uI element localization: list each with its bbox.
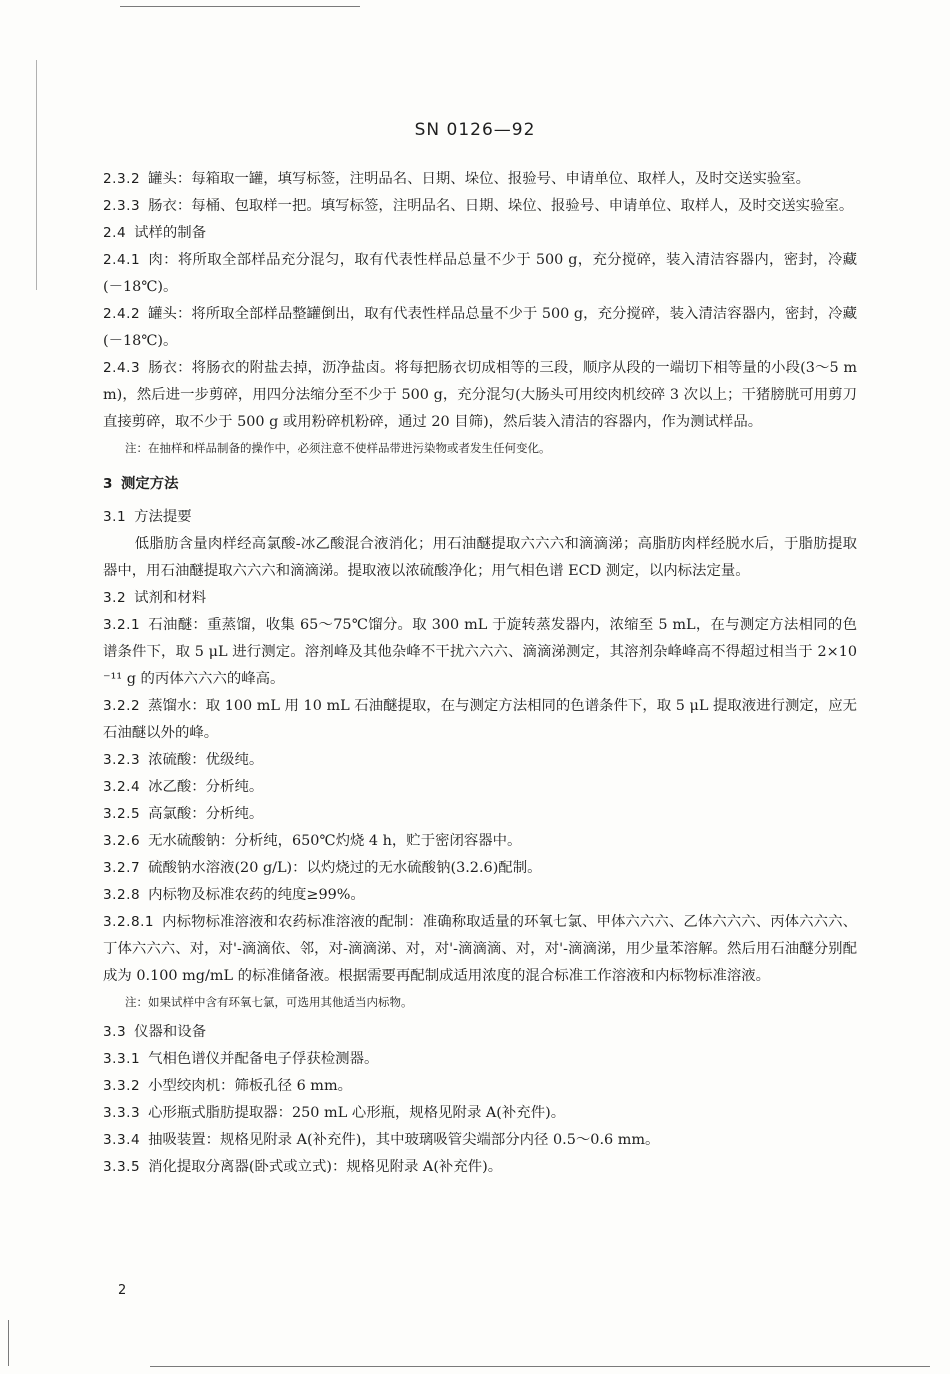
- clause-text: 注：如果试样中含有环氧七氯，可选用其他适当内标物。: [125, 995, 413, 1009]
- clause-number: 3.2.2: [103, 698, 141, 714]
- body-paragraph: [103, 247, 857, 301]
- standard-code-header: SN 0126—92: [414, 120, 536, 140]
- clause-text: 冰乙酸：分析纯。: [148, 779, 264, 795]
- body-paragraph: [103, 801, 857, 828]
- clause-number: 3.3.2: [103, 1078, 141, 1094]
- clause-number: 3.1: [103, 509, 127, 525]
- subsection-heading: [103, 504, 857, 531]
- body-paragraph: [103, 882, 857, 909]
- clause-number: 2.4.2: [103, 306, 141, 322]
- body-paragraph: [103, 828, 857, 855]
- clause-number: 3.3: [103, 1024, 127, 1040]
- clause-text: 内标物标准溶液和农药标准溶液的配制：准确称取适量的环氧七氯、甲体六六六、乙体六六六、丙体六六六、丁体六六六、对，对'-滴滴依、邻，对-滴滴涕、对，对'-滴滴滴、对，对'-滴滴涕，用少量苯溶解。然后用石油醚分别配成为 0.100 mg/mL 的标准储备液。根据需要再配制成适用浓度的混合标准工作溶液和内标物标准溶液。: [103, 914, 857, 984]
- body-paragraph: [103, 1073, 857, 1100]
- body-paragraph: [103, 909, 857, 990]
- clause-text: 高氯酸：分析纯。: [148, 806, 264, 822]
- section-heading: [103, 471, 857, 498]
- clause-number: 3.2.6: [103, 833, 141, 849]
- subsection-heading: [103, 220, 857, 247]
- body-paragraph: [103, 355, 857, 436]
- scan-edge-left: [36, 60, 37, 290]
- body-paragraph: [103, 166, 857, 193]
- clause-text: 蒸馏水：取 100 mL 用 10 mL 石油醚提取，在与测定方法相同的色谱条件下，取 5 μL 提取液进行测定，应无石油醚以外的峰。: [103, 698, 857, 741]
- body-paragraph: [103, 1154, 857, 1181]
- clause-number: 2.4: [103, 225, 127, 241]
- body-paragraph: [103, 301, 857, 355]
- clause-number: 2.4.3: [103, 360, 141, 376]
- clause-text: 心形瓶式脂肪提取器：250 mL 心形瓶，规格见附录 A(补充件)。: [148, 1105, 566, 1121]
- scan-edge-corner: [8, 1320, 9, 1366]
- body-paragraph: [103, 1100, 857, 1127]
- body-paragraph: [103, 1127, 857, 1154]
- clause-number: 3.2.8.1: [103, 914, 155, 930]
- clause-text: 注：在抽样和样品制备的操作中，必须注意不使样品带进污染物或者发生任何变化。: [125, 441, 551, 455]
- clause-text: 肉：将所取全部样品充分混匀，取有代表性样品总量不少于 500 g，充分搅碎，装入清洁容器内，密封，冷藏(－18℃)。: [103, 252, 857, 295]
- scan-edge-bottom: [150, 1366, 930, 1367]
- body-paragraph: [103, 693, 857, 747]
- body-paragraph: [103, 531, 857, 585]
- clause-text: 仪器和设备: [134, 1024, 207, 1040]
- clause-number: 3.2.1: [103, 617, 141, 633]
- clause-number: 2.4.1: [103, 252, 141, 268]
- clause-number: 3.2.5: [103, 806, 141, 822]
- clause-text: 测定方法: [120, 476, 179, 492]
- clause-text: 试样的制备: [134, 225, 207, 241]
- clause-number: 3.2.3: [103, 752, 141, 768]
- document-body: [103, 166, 857, 1181]
- clause-number: 2.3.3: [103, 198, 141, 214]
- subsection-heading: [103, 585, 857, 612]
- note-paragraph: [103, 436, 857, 461]
- clause-number: 2.3.2: [103, 171, 141, 187]
- clause-text: 低脂肪含量肉样经高氯酸-冰乙酸混合液消化；用石油醚提取六六六和滴滴涕；高脂肪肉样经脱水后，于脂肪提取器中，用石油醚提取六六六和滴滴涕。提取液以浓硫酸净化；用气相色谱 ECD 测定，以内标法定量。: [103, 536, 857, 579]
- page-number: 2: [118, 1283, 127, 1298]
- clause-text: 方法提要: [134, 509, 192, 525]
- clause-number: 3.2.7: [103, 860, 141, 876]
- subsection-heading: [103, 1019, 857, 1046]
- clause-text: 试剂和材料: [134, 590, 207, 606]
- clause-text: 抽吸装置：规格见附录 A(补充件)，其中玻璃吸管尖端部分内径 0.5～0.6 mm。: [148, 1132, 660, 1148]
- scan-edge-top: [120, 6, 360, 7]
- clause-number: 3.2.4: [103, 779, 141, 795]
- clause-text: 浓硫酸：优级纯。: [148, 752, 264, 768]
- clause-text: 小型绞肉机：筛板孔径 6 mm。: [148, 1078, 352, 1094]
- clause-number: 3.2.8: [103, 887, 141, 903]
- clause-number: 3: [103, 476, 113, 492]
- clause-text: 气相色谱仪并配备电子俘获检测器。: [148, 1051, 379, 1067]
- body-paragraph: [103, 855, 857, 882]
- clause-text: 无水硫酸钠：分析纯，650℃灼烧 4 h，贮于密闭容器中。: [148, 833, 522, 849]
- clause-text: 消化提取分离器(卧式或立式)：规格见附录 A(补充件)。: [148, 1159, 503, 1175]
- clause-number: 3.2: [103, 590, 127, 606]
- body-paragraph: [103, 747, 857, 774]
- body-paragraph: [103, 193, 857, 220]
- body-paragraph: [103, 774, 857, 801]
- clause-text: 肠衣：每桶、包取样一把。填写标签，注明品名、日期、垛位、报验号、申请单位、取样人，及时交送实验室。: [148, 198, 854, 214]
- body-paragraph: [103, 1046, 857, 1073]
- clause-number: 3.3.3: [103, 1105, 141, 1121]
- clause-text: 罐头：每箱取一罐，填写标签，注明品名、日期、垛位、报验号、申请单位、取样人，及时交送实验室。: [148, 171, 811, 187]
- note-paragraph: [103, 990, 857, 1015]
- clause-text: 内标物及标准农药的纯度≥99%。: [148, 887, 365, 903]
- clause-number: 3.3.1: [103, 1051, 141, 1067]
- clause-text: 石油醚：重蒸馏，收集 65～75℃馏分。取 300 mL 于旋转蒸发器内，浓缩至 5 mL，在与测定方法相同的色谱条件下，取 5 μL 进行测定。溶剂峰及其他杂峰不干扰六六六、滴滴涕测定，其溶剂杂峰峰高不得超过相当于 2×10⁻¹¹ g 的丙体六六六的峰高。: [103, 617, 857, 687]
- body-paragraph: [103, 612, 857, 693]
- clause-number: 3.3.4: [103, 1132, 141, 1148]
- clause-text: 肠衣：将肠衣的附盐去掉，沥净盐卤。将每把肠衣切成相等的三段，顺序从段的一端切下相等量的小段(3～5 mm)，然后进一步剪碎，用四分法缩分至不少于 500 g，充分混匀(大肠头可用绞肉机绞碎 3 次以上；干猪膀胱可用剪刀直接剪碎，取不少于 500 g 或用粉碎机粉碎，通过 20 目筛)，然后装入清洁的容器内，作为测试样品。: [103, 360, 857, 430]
- clause-text: 罐头：将所取全部样品整罐倒出，取有代表性样品总量不少于 500 g，充分搅碎，装入清洁容器内，密封，冷藏(－18℃)。: [103, 306, 857, 349]
- clause-number: 3.3.5: [103, 1159, 141, 1175]
- clause-text: 硫酸钠水溶液(20 g/L)：以灼烧过的无水硫酸钠(3.2.6)配制。: [148, 860, 542, 876]
